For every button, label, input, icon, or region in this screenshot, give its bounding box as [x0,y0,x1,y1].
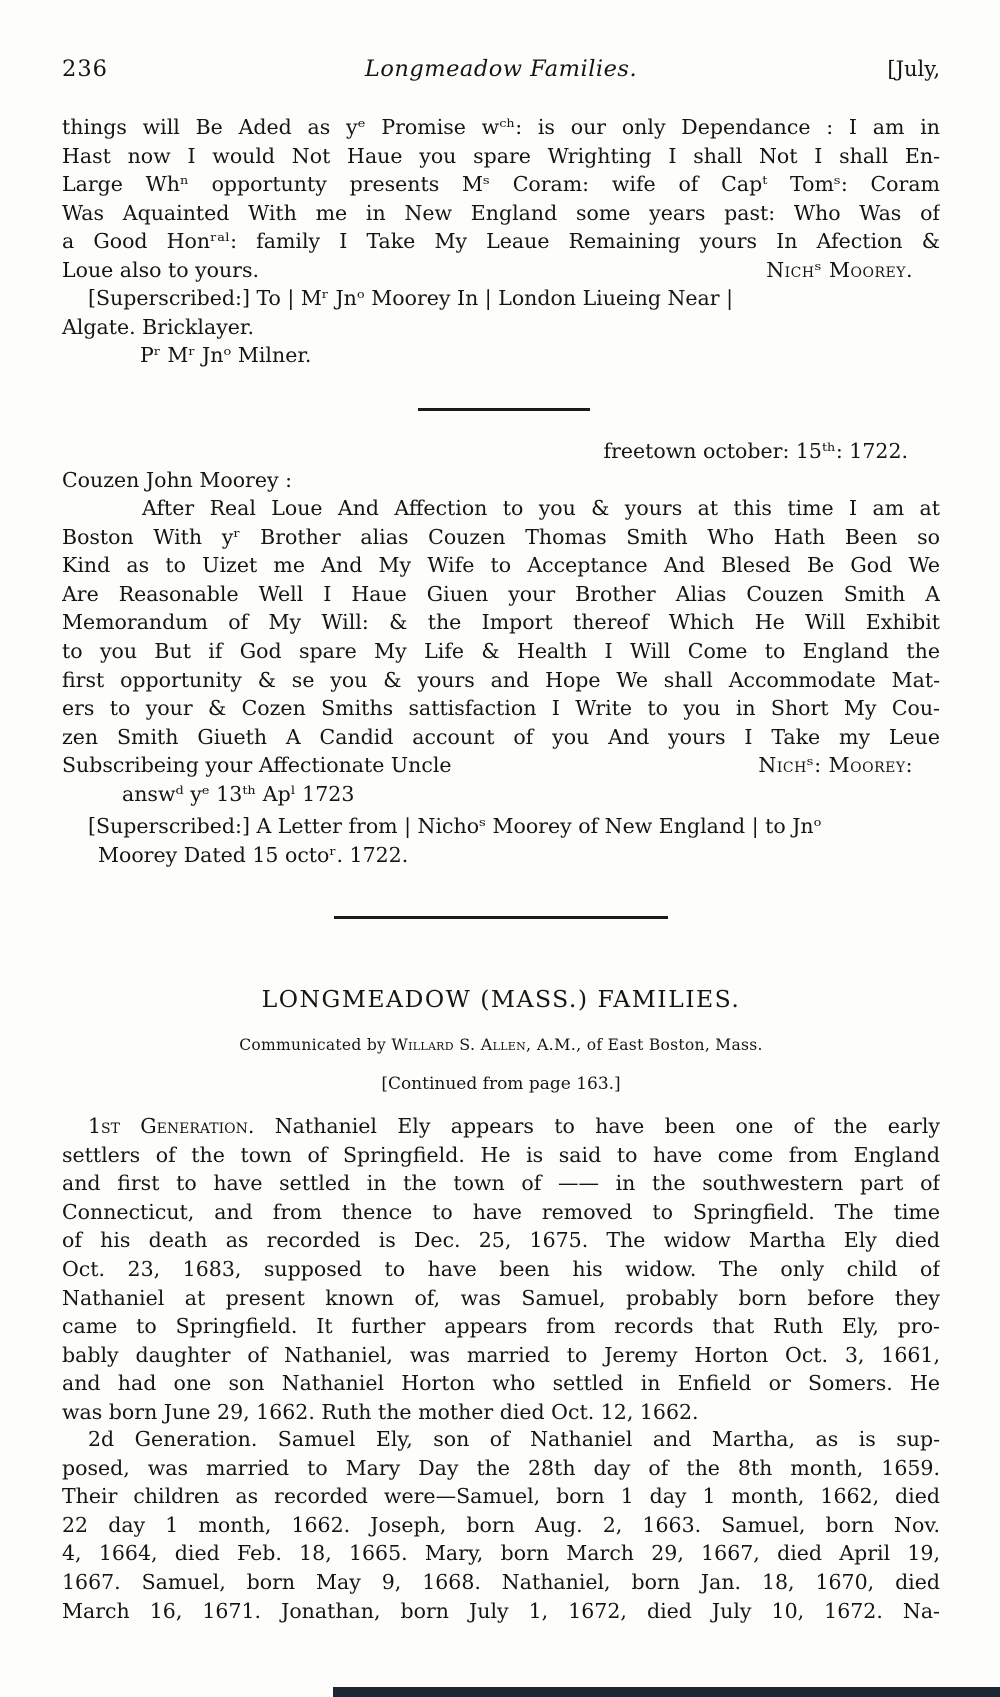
generation1-line: of his death as recorded is Dec. 25, 1675. The widow Martha Ely died [62,1228,940,1253]
byline-prefix: Communicated by [239,1036,392,1054]
running-title: Longmeadow Families. [364,56,638,82]
generation1-label: 1st Generation. [88,1114,255,1138]
letter2-signature: Nichˢ: Moorey: [758,753,913,778]
letter2-line: Memorandum of My Will: & the Import thereof Which He Will Exhibit [62,610,940,635]
generation2-line: 22 day 1 month, 1662. Joseph, born Aug. 2, 1663. Samuel, born Nov. [62,1512,940,1537]
generation1-line: came to Springfield. It further appears from records that Ruth Ely, pro- [62,1314,940,1339]
generation1-line: bably daughter of Nathaniel, was married to Jeremy Horton Oct. 3, 1661, [62,1342,940,1367]
article-byline [62,1035,940,1054]
letter1-line: a Good Honʳᵃˡ: family I Take My Leaue Remaining yours In Afection & [62,229,940,254]
continued-note: [Continued from page 163.] [381,1074,621,1094]
generation1-first-line [62,1112,940,1141]
letter1-closing: Loue also to yours. [62,257,260,282]
letter2-closing-line [62,751,940,780]
letter2-line: Boston With yʳ Brother alias Couzen Thomas Smith Who Hath Been so [62,524,940,549]
scan-edge-artifact [333,1687,1000,1697]
generation1-line: settlers of the town of Springfield. He is said to have come from England [62,1142,940,1167]
page-number: 236 [62,56,108,82]
generation2-line: March 16, 1671. Jonathan, born July 1, 1672, died July 10, 1672. Na- [62,1598,940,1623]
article-divider-rule [334,916,668,919]
letter1-line: Large Whⁿ opportunty presents Mˢ Coram: wife of Capᵗ Tomˢ: Coram [62,172,940,197]
letter2-superscription [62,812,940,869]
letter2-line: first opportunity & se you & yours and Hope We shall Accommodate Mat- [62,667,940,692]
generation2-line: 2d Generation. Samuel Ely, son of Nathaniel and Martha, as is sup- [88,1427,940,1451]
superscription-line: [Superscribed:] To | Mʳ Jnᵒ Moorey In | London Liueing Near | [88,286,733,310]
generation2-line: Their children as recorded were—Samuel, born 1 day 1 month, 1662, died [62,1484,940,1509]
generation1-line: and first to have settled in the town of —— in the southwestern part of [62,1171,940,1196]
letter2-dateline: freetown october: 15ᵗʰ: 1722. [603,439,908,463]
generation1-first-rest: Nathaniel Ely appears to have been one of the early [274,1114,940,1138]
letter1-signature: Nichˢ Moorey. [766,257,913,282]
running-head [62,56,940,82]
letter2-closing: Subscribeing your Affectionate Uncle [62,753,452,778]
letter2-body [62,494,940,809]
generation1-last-line: was born June 29, 1662. Ruth the mother died Oct. 12, 1662. [62,1399,699,1424]
letter1-superscription [62,284,940,370]
generation2-line: 4, 1664, died Feb. 18, 1665. Mary, born March 29, 1667, died April 19, [62,1541,940,1566]
superscription-line: [Superscribed:] A Letter from | Nichoˢ Moorey of New England | to Jnᵒ [88,814,822,838]
issue-label: [July, [887,57,940,81]
letter2-line: After Real Loue And Affection to you & yours at this time I am at [142,496,940,520]
byline-suffix: of East Boston, Mass. [581,1036,763,1054]
letter2-line: to you But if God spare My Life & Health I Will Come to England the [62,638,940,663]
generation2-line: 1667. Samuel, born May 9, 1668. Nathaniel, born Jan. 18, 1670, died [62,1569,940,1594]
letter2-line: Kind as to Uizet me And My Wife to Acceptance And Blesed Be God We [62,553,940,578]
byline-author: Willard S. Allen, A.M., [391,1035,582,1054]
generation1-line: and had one son Nathaniel Horton who settled in Enfield or Somers. He [62,1371,940,1396]
letter2-answered-note: answᵈ yᵉ 13ᵗʰ Apˡ 1723 [122,781,355,806]
letter2-line: Are Reasonable Well I Haue Giuen your Brother Alias Couzen Smith A [62,581,940,606]
generation1-line: Nathaniel at present known of, was Samuel, probably born before they [62,1285,940,1310]
generation1-line: Oct. 23, 1683, supposed to have been his widow. The only child of [62,1256,940,1281]
section-divider-rule [418,408,590,411]
generation2-paragraph [62,1425,940,1625]
generation2-line: posed, was married to Mary Day the 28th day of the 8th month, 1659. [62,1455,940,1480]
generation1-line: Connecticut, and from thence to have removed to Springfield. The time [62,1199,940,1224]
letter2-line: zen Smith Giueth A Candid account of you And yours I Take my Leue [62,724,940,749]
superscription-line: Algate. Bricklayer. [62,314,254,339]
letter2-salutation: Couzen John Moorey : [62,468,292,492]
letter1-closing-line [62,256,940,285]
letter1-line: Hast now I would Not Haue you spare Wrighting I shall Not I shall En- [62,143,940,168]
letter2-line: ers to your & Cozen Smiths sattisfaction I Write to you in Short My Cou- [62,696,940,721]
article-title: LONGMEADOW (MASS.) FAMILIES. [261,985,741,1013]
letter1-line: things will Be Aded as yᵉ Promise wᶜʰ: is our only Dependance : I am in [62,115,940,139]
superscription-line: Pʳ Mʳ Jnᵒ Milner. [140,343,312,368]
letter1-line: Was Aquainted With me in New England some years past: Who Was of [62,200,940,225]
generation1-paragraph [62,1112,940,1427]
letter1-body [62,113,940,285]
superscription-line: Moorey Dated 15 octoʳ. 1722. [98,842,409,867]
